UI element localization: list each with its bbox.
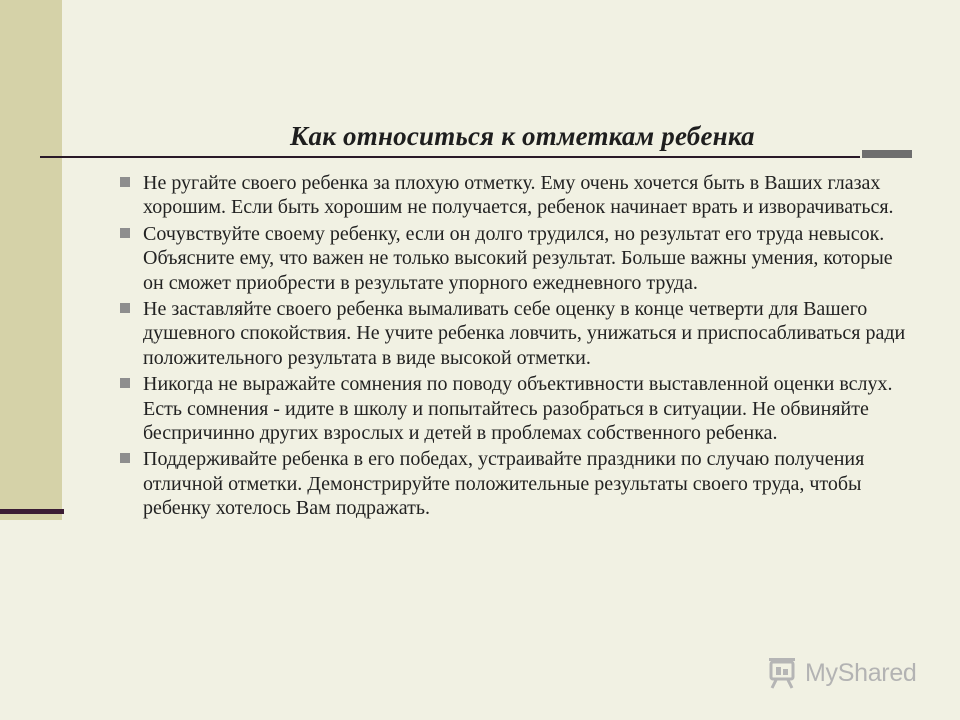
square-bullet-icon [120, 228, 130, 238]
square-bullet-icon [120, 453, 130, 463]
list-item [140, 447, 910, 520]
list-item [140, 222, 910, 295]
list-item [140, 297, 910, 370]
list-item [140, 372, 910, 445]
title-underline [40, 156, 860, 158]
watermark-text: MyShared [805, 658, 917, 687]
list-item [140, 171, 910, 220]
side-panel-decoration [0, 0, 62, 520]
list-item-text: Не ругайте своего ребенка за плохую отметку. Ему очень хочется быть в Ваших глазах хорошим. Если быть хорошим не получается, ребенок начинает врать и изворачиваться. [143, 172, 894, 219]
list-item-text: Никогда не выражайте сомнения по поводу объективности выставленной оценки вслух. Есть сомнения - идите в школу и попытайтесь разобраться в ситуации. Не обвиняйте беспричинно других взрослых и детей в проблемах собственного ребенка. [143, 373, 893, 445]
side-accent-line [0, 509, 64, 514]
list-item-text: Не заставляйте своего ребенка вымаливать себе оценку в конце четверти для Вашего душевного спокойствия. Не учите ребенка ловчить, унижаться и приспосабливаться ради положительного результата в виде высокой отметки. [143, 298, 906, 369]
slide-title: Как относиться к отметкам ребенка [290, 121, 755, 151]
list-item-text: Сочувствуйте своему ребенку, если он долго трудился, но результат его труда невысок. Объясните ему, что важен не только высокий результат. Больше важны умения, которые он сможет приобрести в результате упорного ежедневного труда. [143, 222, 893, 294]
bullet-list [140, 171, 910, 523]
square-bullet-icon [120, 177, 130, 187]
square-bullet-icon [120, 303, 130, 313]
title-accent-bar [862, 150, 912, 158]
presentation-board-icon [765, 656, 799, 690]
watermark-logo [765, 656, 917, 690]
list-item-text: Поддерживайте ребенка в его победах, устраивайте праздники по случаю получения отличной отметки. Демонстрируйте положительные результаты своего труда, чтобы ребенку хотелось Вам подражать. [143, 448, 865, 520]
square-bullet-icon [120, 378, 130, 388]
